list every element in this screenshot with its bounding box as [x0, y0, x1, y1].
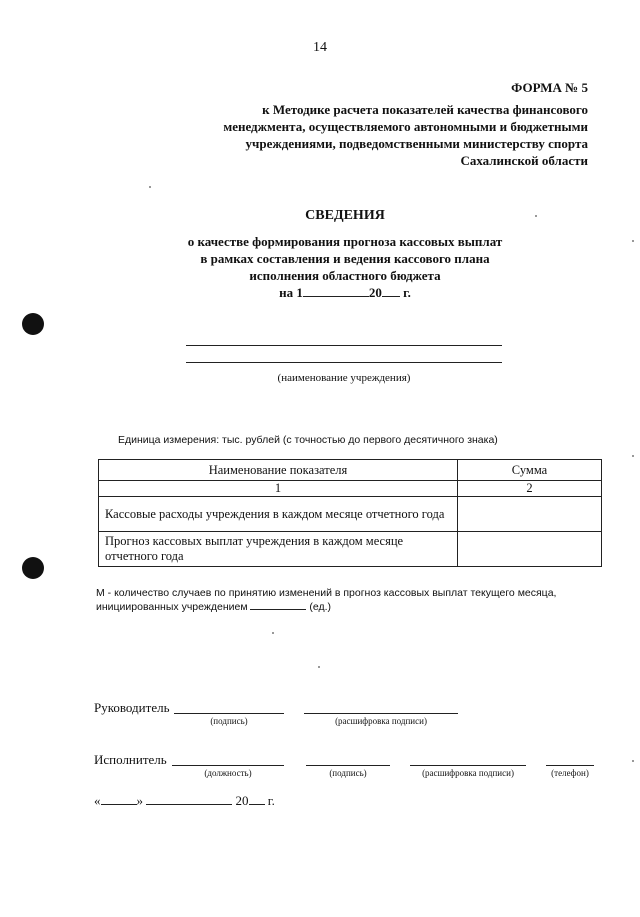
- report-date-line: [190, 285, 500, 301]
- subtitle-line: о качестве формирования прогноза кассовых выплат: [187, 234, 503, 249]
- indicators-table: [98, 459, 602, 567]
- year-prefix: 20: [235, 793, 249, 808]
- head-name-caption: (расшифровка подписи): [335, 716, 427, 726]
- head-name-line[interactable]: [304, 713, 458, 714]
- date-year-prefix: 20: [368, 285, 382, 300]
- month-blank[interactable]: [146, 804, 232, 805]
- indicator-name: Кассовые расходы учреждения в каждом месяце отчетного года: [99, 497, 458, 532]
- scan-speck: [632, 455, 634, 457]
- sum-cell[interactable]: [458, 497, 602, 532]
- scan-speck: [632, 240, 634, 242]
- executor-phone-caption: (телефон): [551, 768, 589, 778]
- scan-speck: [535, 215, 537, 217]
- header-line: менеджмента, осуществляемого автономными и бюджетными: [223, 119, 588, 134]
- head-label: Руководитель: [94, 700, 170, 715]
- executor-phone-line[interactable]: [546, 765, 594, 766]
- executor-name-caption: (расшифровка подписи): [422, 768, 514, 778]
- executor-position-caption: (должность): [204, 768, 252, 778]
- date-blank[interactable]: [303, 296, 369, 297]
- day-blank[interactable]: [101, 804, 137, 805]
- executor-signature-line[interactable]: [306, 765, 390, 766]
- year-suffix: г.: [267, 793, 275, 808]
- table-row: [99, 532, 602, 567]
- m-count-note: [96, 586, 556, 614]
- indicator-name: Прогноз кассовых выплат учреждения в каждом месяце отчетного года: [99, 532, 458, 567]
- document-title: СВЕДЕНИЯ: [305, 208, 385, 223]
- header-line: Сахалинской области: [460, 153, 588, 168]
- subtitle-line: исполнения областного бюджета: [249, 268, 441, 283]
- column-number: 2: [458, 481, 602, 497]
- document-subtitle: [170, 233, 520, 284]
- sum-cell[interactable]: [458, 532, 602, 567]
- scan-speck: [632, 760, 634, 762]
- header-line: учреждениями, подведомственными министерству спорта: [245, 136, 588, 151]
- column-number: 1: [99, 481, 458, 497]
- year-blank[interactable]: [382, 296, 400, 297]
- scan-speck: [149, 186, 151, 188]
- table-row: [99, 497, 602, 532]
- date-suffix: г.: [403, 285, 411, 300]
- head-signature-caption: (подпись): [210, 716, 248, 726]
- institution-name-line-1[interactable]: [186, 345, 502, 346]
- year-blank[interactable]: [249, 804, 265, 805]
- note-line-1: М - количество случаев по принятию изменений в прогноз кассовых выплат текущего месяца,: [96, 587, 557, 599]
- note-unit: (ед.): [309, 601, 332, 613]
- signing-date: [94, 793, 275, 809]
- appendix-header: [208, 101, 588, 169]
- head-signature-line[interactable]: [174, 713, 284, 714]
- page-number: 14: [313, 40, 327, 55]
- punch-hole: [22, 313, 44, 335]
- close-quote: »: [136, 793, 143, 808]
- unit-of-measure: Единица измерения: тыс. рублей (с точностью до первого десятичного знака): [118, 434, 498, 446]
- executor-label: Исполнитель: [94, 752, 167, 767]
- note-line-2: [96, 600, 556, 614]
- note-line-2-text: инициированных учреждением: [96, 601, 248, 613]
- column-header-indicator: Наименование показателя: [99, 460, 458, 481]
- column-number-row: [99, 481, 602, 497]
- table-header-row: [99, 460, 602, 481]
- scan-speck: [272, 632, 274, 634]
- subtitle-line: в рамках составления и ведения кассового плана: [200, 251, 490, 266]
- executor-position-line[interactable]: [172, 765, 284, 766]
- m-count-blank[interactable]: [250, 609, 306, 610]
- date-prefix: на 1: [279, 285, 303, 300]
- header-line: к Методике расчета показателей качества финансового: [262, 102, 588, 117]
- column-header-sum: Сумма: [458, 460, 602, 481]
- scan-speck: [318, 666, 320, 668]
- institution-name-line-2[interactable]: [186, 362, 502, 363]
- executor-signature-caption: (подпись): [329, 768, 367, 778]
- form-label: ФОРМА № 5: [511, 80, 588, 95]
- executor-name-line[interactable]: [410, 765, 526, 766]
- institution-caption: (наименование учреждения): [277, 372, 411, 384]
- open-quote: «: [94, 793, 101, 808]
- punch-hole: [22, 557, 44, 579]
